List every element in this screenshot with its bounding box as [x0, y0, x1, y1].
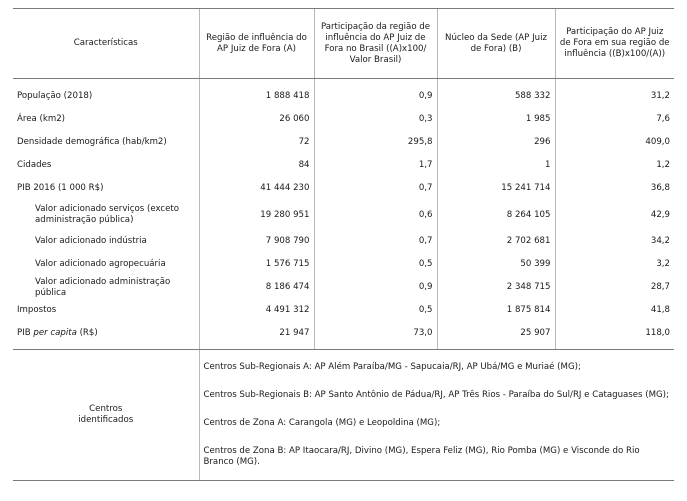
centros-line: Centros de Zona B: AP Itaocara/RJ, Divino (MG), Espera Feliz (MG), Rio Pomba (MG) e Visconde do Rio Branco (MG).: [203, 446, 640, 467]
cell-pa: 0,7: [314, 230, 437, 253]
cell-a: 84: [199, 154, 314, 177]
header-nucleo-sede: Núcleo da Sede (AP Juiz de Fora) (B): [437, 9, 555, 79]
cell-a: 1 576 715: [199, 253, 314, 276]
cell-pb: 28,7: [555, 276, 674, 299]
cell-pb: 36,8: [555, 177, 674, 200]
header-caracteristicas: Características: [13, 9, 199, 79]
cell-a: 7 908 790: [199, 230, 314, 253]
cell-b: 1: [437, 154, 555, 177]
centros-label-line1: Centros: [89, 404, 123, 414]
row-label-em: per capita: [33, 328, 77, 338]
cell-a: 1 888 418: [199, 79, 314, 109]
cell-b: 2 702 681: [437, 230, 555, 253]
cell-pa: 1,7: [314, 154, 437, 177]
cell-pb: 1,2: [555, 154, 674, 177]
cell-a: 21 947: [199, 322, 314, 350]
cell-a: 19 280 951: [199, 200, 314, 230]
cell-a: 72: [199, 131, 314, 154]
table-row: [13, 131, 674, 154]
influence-region-table: [13, 8, 674, 481]
row-label: Densidade demográfica (hab/km2): [17, 137, 167, 147]
table-row: [13, 230, 674, 253]
cell-a: 41 444 230: [199, 177, 314, 200]
centros-label-line2: identificados: [78, 415, 134, 425]
row-label-pre: PIB: [17, 328, 34, 338]
cell-pb: 3,2: [555, 253, 674, 276]
row-label: Área (km2): [17, 114, 66, 124]
centros-text: [199, 350, 674, 481]
row-label: População (2018): [17, 91, 93, 101]
cell-pb: 42,9: [555, 200, 674, 230]
cell-b: 588 332: [437, 79, 555, 109]
cell-pb: 118,0: [555, 322, 674, 350]
row-label-post: (R$): [76, 328, 98, 338]
cell-a: 26 060: [199, 108, 314, 131]
row-label: Valor adicionado serviços (exceto administração pública): [35, 204, 180, 225]
cell-b: 1 875 814: [437, 299, 555, 322]
table-row: [13, 299, 674, 322]
cell-pb: 31,2: [555, 79, 674, 109]
cell-pb: 7,6: [555, 108, 674, 131]
cell-pa: 295,8: [314, 131, 437, 154]
cell-b: 15 241 714: [437, 177, 555, 200]
cell-b: 296: [437, 131, 555, 154]
cell-a: 4 491 312: [199, 299, 314, 322]
cell-pa: 0,9: [314, 79, 437, 109]
cell-pa: 0,9: [314, 276, 437, 299]
row-label: Valor adicionado agropecuária: [35, 259, 166, 269]
row-label: Valor adicionado indústria: [35, 236, 147, 246]
cell-pb: 34,2: [555, 230, 674, 253]
cell-b: 2 348 715: [437, 276, 555, 299]
table-row: [13, 108, 674, 131]
cell-a: 8 186 474: [199, 276, 314, 299]
table-row: [13, 322, 674, 350]
centros-line: Centros Sub-Regionais A: AP Além Paraíba/MG - Sapucaia/RJ, AP Ubá/MG e Muriaé (MG);: [203, 362, 581, 372]
row-label: Cidades: [17, 160, 52, 170]
row-label: Impostos: [17, 305, 57, 315]
centros-row: [13, 350, 674, 481]
table-row: [13, 79, 674, 109]
header-regiao-influencia: Região de influência do AP Juiz de Fora (A): [199, 9, 314, 79]
cell-b: 50 399: [437, 253, 555, 276]
table-row: [13, 154, 674, 177]
centros-label: [13, 350, 199, 481]
cell-pa: 73,0: [314, 322, 437, 350]
row-label: PIB 2016 (1 000 R$): [17, 183, 104, 193]
row-label-pib-per-capita: [13, 322, 199, 350]
table-row: [13, 177, 674, 200]
header-participacao-brasil: Participação da região de influência do AP Juiz de Fora no Brasil ((A)x100/ Valor Brasil): [314, 9, 437, 79]
table-row: [13, 200, 674, 230]
cell-pb: 409,0: [555, 131, 674, 154]
centros-line: Centros Sub-Regionais B: AP Santo Antônio de Pádua/RJ, AP Três Rios - Paraíba do Sul/RJ e Cataguases (MG);: [203, 390, 669, 400]
header-row: [13, 9, 674, 79]
centros-line: Centros de Zona A: Carangola (MG) e Leopoldina (MG);: [203, 418, 441, 428]
header-participacao-regiao: Participação do AP Juiz de Fora em sua região de influência ((B)x100/(A)): [555, 9, 674, 79]
cell-pa: 0,3: [314, 108, 437, 131]
cell-pa: 0,6: [314, 200, 437, 230]
cell-pa: 0,5: [314, 299, 437, 322]
cell-b: 8 264 105: [437, 200, 555, 230]
cell-b: 25 907: [437, 322, 555, 350]
cell-b: 1 985: [437, 108, 555, 131]
row-label: Valor adicionado administração pública: [35, 276, 171, 298]
cell-pa: 0,5: [314, 253, 437, 276]
cell-pb: 41,8: [555, 299, 674, 322]
table-row: [13, 253, 674, 276]
cell-pa: 0,7: [314, 177, 437, 200]
table-row: [13, 276, 674, 299]
